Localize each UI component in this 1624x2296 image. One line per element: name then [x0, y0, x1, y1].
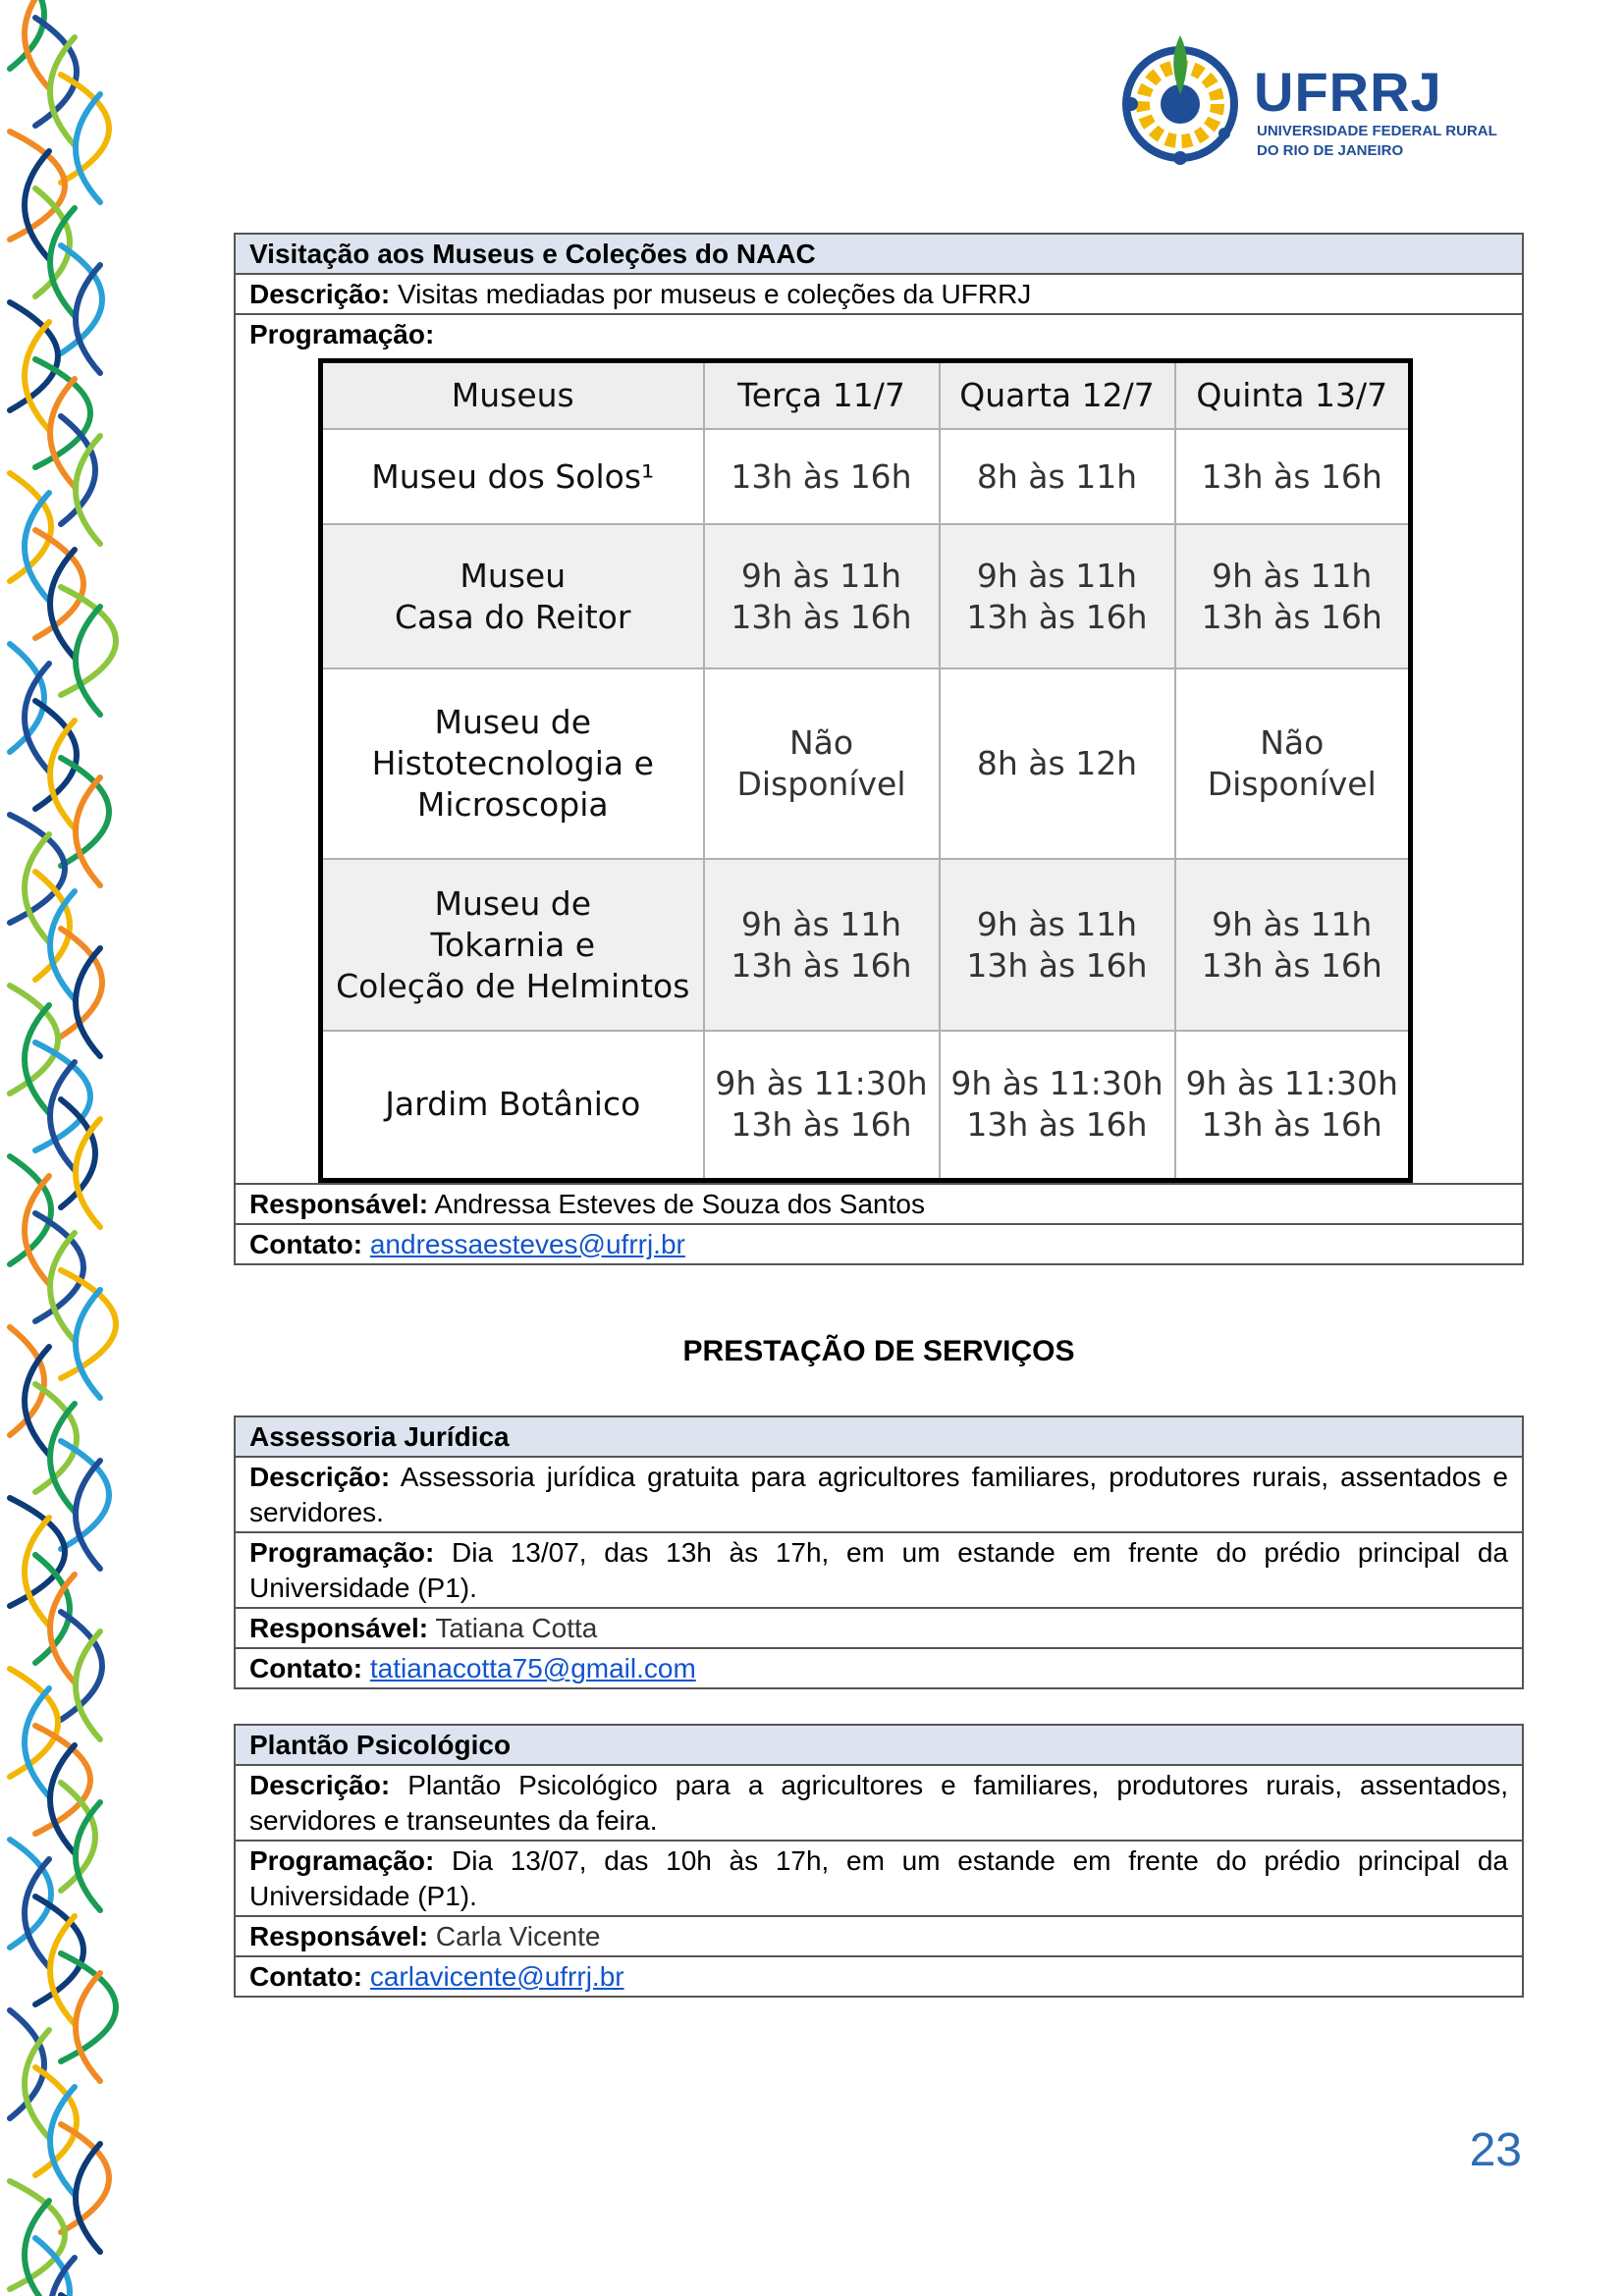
leaf-arc: [76, 94, 100, 202]
schedule-cell-tuesday: 9h às 11h 13h às 16h: [704, 524, 940, 668]
leaf-arc: [76, 777, 100, 885]
schedule-cell-wednesday: 9h às 11h 13h às 16h: [940, 859, 1175, 1031]
psych-schedule: [235, 1841, 1523, 1916]
schedule-cell-tuesday: 13h às 16h: [704, 429, 940, 524]
schedule-cell-thursday: 13h às 16h: [1175, 429, 1411, 524]
description-label: Descrição:: [249, 1462, 391, 1492]
schedule-cell-wednesday: 9h às 11h 13h às 16h: [940, 524, 1175, 668]
schedule-row: [321, 668, 1411, 859]
leaf-arc: [10, 986, 58, 1094]
contact-email-link[interactable]: carlavicente@ufrrj.br: [369, 1961, 624, 1992]
psych-contact: [235, 1956, 1523, 1997]
leaf-arc: [61, 1270, 116, 1378]
leaf-arc: [76, 2144, 100, 2252]
logo-subtitle: [1257, 122, 1512, 161]
leaf-arc: [76, 1461, 100, 1569]
responsible-label: Responsável:: [249, 1921, 429, 1951]
schedule-cell-wednesday: 8h às 12h: [940, 668, 1175, 859]
leaf-arc: [10, 2181, 65, 2289]
leaf-arc: [10, 815, 65, 923]
leaf-arc: [25, 1518, 49, 1626]
responsible-name: Carla Vicente: [435, 1921, 601, 1951]
schedule-cell-thursday: Não Disponível: [1175, 668, 1411, 859]
description-text: Visitas mediadas por museus e coleções da UFRRJ: [397, 279, 1032, 309]
page-number: 23: [1469, 2124, 1522, 2176]
museums-title: Visitação aos Museus e Coleções do NAAC: [235, 234, 1523, 274]
leaf-arc: [25, 151, 49, 259]
museum-name: Museu Casa do Reitor: [321, 524, 704, 668]
legal-description: [235, 1457, 1523, 1532]
leaf-arc: [25, 834, 49, 942]
leaf-arc: [25, 322, 49, 430]
museums-responsible: [235, 1184, 1523, 1224]
responsible-name: Andressa Esteves de Souza dos Santos: [434, 1188, 925, 1219]
museum-name: Museu dos Solos¹: [321, 429, 704, 524]
leaf-arc: [76, 1973, 100, 2081]
contact-label: Contato:: [249, 1653, 363, 1683]
legal-contact: [235, 1648, 1523, 1688]
logo-subtitle-line2: DO RIO DE JANEIRO: [1257, 142, 1404, 159]
section-heading: PRESTAÇÃO DE SERVIÇOS: [682, 1335, 1075, 1367]
leaf-arc: [35, 359, 90, 467]
schedule-cell-wednesday: 8h às 11h: [940, 429, 1175, 524]
psych-title: Plantão Psicológico: [235, 1725, 1523, 1765]
legal-info-table: [234, 1415, 1524, 1689]
schedule-header-thursday: Quinta 13/7: [1175, 361, 1411, 430]
contact-email-link[interactable]: andressaesteves@ufrrj.br: [369, 1228, 685, 1259]
description-text: Plantão Psicológico para a agricultores e familiares, produtores rurais, assentados, servidores e transeuntes da feira.: [249, 1770, 1508, 1836]
schedule-cell-tuesday: Não Disponível: [704, 668, 940, 859]
schedule-row: [321, 524, 1411, 668]
schedule-cell-thursday: 9h às 11h 13h às 16h: [1175, 524, 1411, 668]
museums-info-table: [234, 233, 1524, 1265]
leaf-arc: [50, 1916, 75, 2024]
schedule-table-wrapper: [249, 358, 1508, 1183]
leaf-arc: [50, 1233, 75, 1341]
ufrrj-logo: [1111, 26, 1524, 173]
museum-name: Museu de Histotecnologia e Microscopia: [321, 668, 704, 859]
schedule-row: [321, 429, 1411, 524]
logo-subtitle-line1: UNIVERSIDADE FEDERAL RURAL: [1257, 123, 1497, 139]
museum-schedule-table: [318, 358, 1413, 1183]
decorative-leaf-border: [0, 0, 216, 2296]
leaf-arc: [10, 1669, 58, 1777]
schedule-label: Programação:: [249, 319, 435, 349]
museums-description: [235, 274, 1523, 314]
description-text: Assessoria jurídica gratuita para agricultores familiares, produtores rurais, assentados e servidores.: [249, 1462, 1509, 1527]
legal-title: Assessoria Jurídica: [235, 1416, 1523, 1457]
leaf-arc: [50, 379, 75, 487]
psych-responsible: [235, 1916, 1523, 1956]
legal-schedule: [235, 1532, 1523, 1608]
leaf-arc: [61, 1953, 116, 2061]
leaf-arc: [10, 1498, 65, 1606]
schedule-cell-thursday: 9h às 11h 13h às 16h: [1175, 859, 1411, 1031]
schedule-header-tuesday: Terça 11/7: [704, 361, 940, 430]
contact-label: Contato:: [249, 1228, 363, 1259]
leaf-arc: [50, 550, 75, 658]
leaf-arc: [25, 1688, 49, 1796]
schedule-header-row: [321, 361, 1411, 430]
psych-info-table: [234, 1724, 1524, 1998]
schedule-cell-tuesday: 9h às 11:30h 13h às 16h: [704, 1031, 940, 1180]
responsible-label: Responsável:: [249, 1188, 429, 1219]
museums-schedule-cell: [235, 314, 1523, 1184]
leaf-arc: [10, 132, 65, 240]
leaf-arc: [50, 1062, 75, 1170]
ufrrj-emblem-icon: [1111, 26, 1249, 173]
leaf-arc: [61, 587, 116, 695]
schedule-label: Programação:: [249, 1537, 435, 1568]
contact-label: Contato:: [249, 1961, 363, 1992]
museum-name: Jardim Botânico: [321, 1031, 704, 1180]
schedule-cell-tuesday: 9h às 11h 13h às 16h: [704, 859, 940, 1031]
leaf-arc: [76, 1290, 100, 1398]
legal-responsible: [235, 1608, 1523, 1648]
responsible-name: Tatiana Cotta: [435, 1613, 598, 1643]
museum-name: Museu de Tokarnia e Coleção de Helmintos: [321, 859, 704, 1031]
schedule-row: [321, 1031, 1411, 1180]
schedule-text: Dia 13/07, das 10h às 17h, em um estande em frente do prédio principal da Universidade (P1).: [249, 1845, 1509, 1911]
schedule-text: Dia 13/07, das 13h às 17h, em um estande em frente do prédio principal da Universidade (P1).: [249, 1537, 1509, 1603]
description-label: Descrição:: [249, 279, 391, 309]
leaf-arc: [76, 607, 100, 715]
schedule-header-museums: Museus: [321, 361, 704, 430]
contact-email-link[interactable]: tatianacotta75@gmail.com: [369, 1653, 696, 1683]
leaf-arc: [25, 1005, 49, 1113]
responsible-label: Responsável:: [249, 1613, 429, 1643]
leaf-arc: [10, 302, 58, 410]
psych-description: [235, 1765, 1523, 1841]
leaf-arc: [35, 1726, 90, 1834]
logo-title: UFRRJ: [1254, 61, 1442, 123]
schedule-label: Programação:: [249, 1845, 435, 1876]
leaf-arc: [50, 1745, 75, 1853]
museums-contact: [235, 1224, 1523, 1264]
schedule-row: [321, 859, 1411, 1031]
schedule-cell-thursday: 9h às 11:30h 13h às 16h: [1175, 1031, 1411, 1180]
schedule-header-wednesday: Quarta 12/7: [940, 361, 1175, 430]
schedule-cell-wednesday: 9h às 11:30h 13h às 16h: [940, 1031, 1175, 1180]
leaf-arc: [35, 1042, 90, 1150]
description-label: Descrição:: [249, 1770, 391, 1800]
